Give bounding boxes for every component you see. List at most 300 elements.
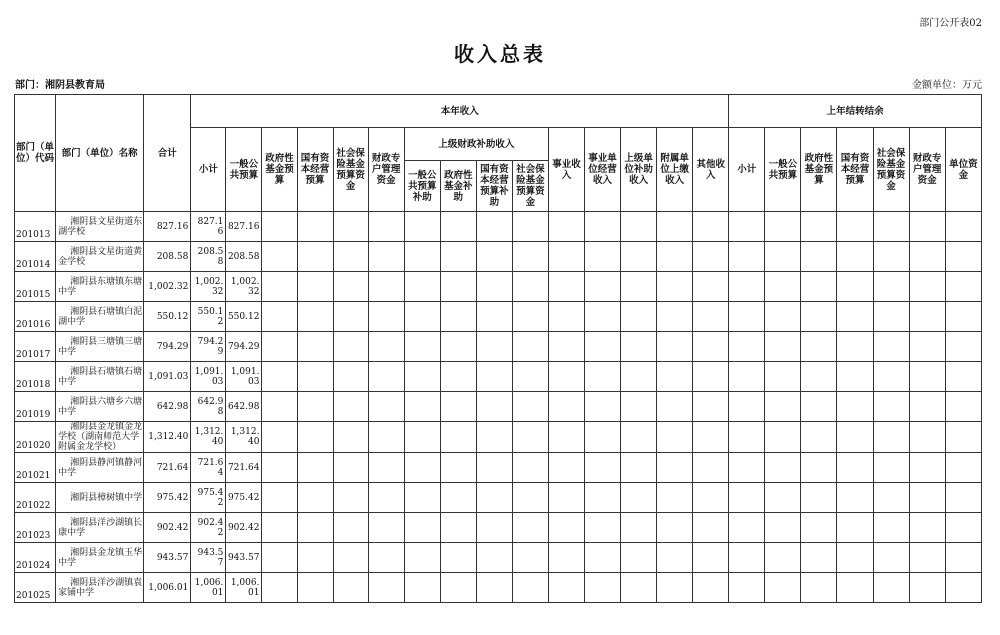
row-code: 201025 <box>15 573 56 603</box>
header-superior-subsidy: 上级财政补助收入 <box>404 128 548 161</box>
table-row <box>15 513 982 543</box>
row-empty-cell <box>262 362 297 392</box>
row-code: 201021 <box>15 453 56 483</box>
row-empty-cell <box>765 453 801 483</box>
row-empty-cell <box>801 272 837 302</box>
row-empty-cell <box>693 543 729 573</box>
row-empty-cell <box>729 513 765 543</box>
row-empty-cell <box>512 543 548 573</box>
header-fiscal-special-account: 财政专户管理资金 <box>368 128 404 212</box>
row-empty-cell <box>837 422 873 453</box>
row-empty-cell <box>837 483 873 513</box>
row-empty-cell <box>909 453 945 483</box>
row-empty-cell <box>621 513 657 543</box>
row-empty-cell <box>621 573 657 603</box>
row-general-budget: 208.58 <box>226 242 262 272</box>
row-empty-cell <box>262 543 297 573</box>
row-empty-cell <box>368 543 404 573</box>
row-empty-cell <box>945 543 981 573</box>
row-empty-cell <box>262 392 297 422</box>
row-empty-cell <box>837 332 873 362</box>
row-empty-cell <box>333 212 368 242</box>
row-empty-cell <box>693 242 729 272</box>
row-empty-cell <box>873 212 909 242</box>
row-empty-cell <box>945 302 981 332</box>
row-name <box>56 513 144 543</box>
row-empty-cell <box>801 573 837 603</box>
row-total: 943.57 <box>144 543 191 573</box>
row-empty-cell <box>837 272 873 302</box>
row-subtotal: 1,006.01 <box>191 573 226 603</box>
row-empty-cell <box>512 573 548 603</box>
header-business-operation: 事业单位经营收入 <box>585 128 621 212</box>
row-empty-cell <box>693 302 729 332</box>
row-empty-cell <box>945 272 981 302</box>
row-empty-cell <box>333 483 368 513</box>
row-total: 208.58 <box>144 242 191 272</box>
row-empty-cell <box>837 212 873 242</box>
row-name-text: 湘阴县文星街道东湖学校 <box>58 216 143 237</box>
row-empty-cell <box>404 272 440 302</box>
row-general-budget: 642.98 <box>226 392 262 422</box>
row-empty-cell <box>512 332 548 362</box>
row-empty-cell <box>657 272 693 302</box>
row-empty-cell <box>404 242 440 272</box>
row-empty-cell <box>837 543 873 573</box>
row-subtotal: 1,002.32 <box>191 272 226 302</box>
table-row <box>15 212 982 242</box>
table-row <box>15 573 982 603</box>
row-empty-cell <box>404 362 440 392</box>
row-name-text: 湘阴县石塘镇石塘中学 <box>58 366 143 387</box>
row-subtotal: 902.42 <box>191 513 226 543</box>
row-name-text: 湘阴县三塘镇三塘中学 <box>58 336 143 357</box>
row-empty-cell <box>801 513 837 543</box>
department-label: 部门：湘阴县教育局 <box>15 80 105 91</box>
row-empty-cell <box>585 272 621 302</box>
row-empty-cell <box>440 242 476 272</box>
row-general-budget: 794.29 <box>226 332 262 362</box>
row-empty-cell <box>440 543 476 573</box>
row-empty-cell <box>404 483 440 513</box>
row-empty-cell <box>621 242 657 272</box>
row-empty-cell <box>404 513 440 543</box>
row-code: 201024 <box>15 543 56 573</box>
row-general-budget: 827.16 <box>226 212 262 242</box>
header-general-budget: 一般公共预算 <box>226 128 262 212</box>
row-empty-cell <box>657 543 693 573</box>
row-empty-cell <box>297 543 333 573</box>
row-name-text: 湘阴县六塘乡六塘中学 <box>58 396 143 417</box>
row-name <box>56 362 144 392</box>
row-empty-cell <box>262 272 297 302</box>
row-empty-cell <box>909 332 945 362</box>
row-empty-cell <box>512 483 548 513</box>
row-empty-cell <box>476 272 512 302</box>
header-code: 部门（单位）代码 <box>15 95 56 212</box>
row-empty-cell <box>801 483 837 513</box>
row-empty-cell <box>404 212 440 242</box>
row-empty-cell <box>404 332 440 362</box>
row-subtotal: 642.98 <box>191 392 226 422</box>
row-empty-cell <box>440 272 476 302</box>
row-empty-cell <box>333 543 368 573</box>
header-carry-general-budget: 一般公共预算 <box>765 128 801 212</box>
row-empty-cell <box>657 483 693 513</box>
row-empty-cell <box>621 212 657 242</box>
row-empty-cell <box>333 332 368 362</box>
row-empty-cell <box>333 302 368 332</box>
row-empty-cell <box>548 302 584 332</box>
row-empty-cell <box>621 302 657 332</box>
row-total: 642.98 <box>144 392 191 422</box>
row-empty-cell <box>333 422 368 453</box>
row-code: 201015 <box>15 272 56 302</box>
row-empty-cell <box>837 302 873 332</box>
income-summary-table <box>14 94 982 603</box>
row-empty-cell <box>801 453 837 483</box>
row-empty-cell <box>512 272 548 302</box>
row-empty-cell <box>693 453 729 483</box>
row-empty-cell <box>476 573 512 603</box>
row-empty-cell <box>729 543 765 573</box>
row-subtotal: 721.64 <box>191 453 226 483</box>
row-empty-cell <box>585 242 621 272</box>
row-empty-cell <box>297 513 333 543</box>
row-empty-cell <box>368 302 404 332</box>
row-empty-cell <box>765 543 801 573</box>
row-empty-cell <box>512 362 548 392</box>
header-state-capital-budget: 国有资本经营预算 <box>297 128 333 212</box>
row-empty-cell <box>729 212 765 242</box>
row-empty-cell <box>873 513 909 543</box>
row-empty-cell <box>262 483 297 513</box>
row-name <box>56 212 144 242</box>
header-name: 部门（单位）名称 <box>56 95 144 212</box>
row-name <box>56 272 144 302</box>
row-empty-cell <box>873 272 909 302</box>
table-row <box>15 272 982 302</box>
row-empty-cell <box>548 392 584 422</box>
row-empty-cell <box>548 513 584 543</box>
header-carry-fiscal-special: 财政专户管理资金 <box>909 128 945 212</box>
row-empty-cell <box>368 453 404 483</box>
header-sub-general: 一般公共预算补助 <box>404 161 440 212</box>
row-empty-cell <box>729 302 765 332</box>
row-subtotal: 1,091.03 <box>191 362 226 392</box>
row-empty-cell <box>440 302 476 332</box>
row-empty-cell <box>765 302 801 332</box>
row-empty-cell <box>657 453 693 483</box>
row-total: 1,002.32 <box>144 272 191 302</box>
row-empty-cell <box>729 422 765 453</box>
row-subtotal: 943.57 <box>191 543 226 573</box>
header-sub-state-capital: 国有资本经营预算补助 <box>476 161 512 212</box>
row-empty-cell <box>297 453 333 483</box>
row-empty-cell <box>333 362 368 392</box>
row-empty-cell <box>945 453 981 483</box>
row-empty-cell <box>765 272 801 302</box>
row-empty-cell <box>548 453 584 483</box>
row-empty-cell <box>693 362 729 392</box>
row-empty-cell <box>657 332 693 362</box>
row-empty-cell <box>909 392 945 422</box>
row-empty-cell <box>621 453 657 483</box>
row-total: 902.42 <box>144 513 191 543</box>
row-empty-cell <box>297 302 333 332</box>
row-empty-cell <box>801 302 837 332</box>
row-empty-cell <box>729 483 765 513</box>
row-empty-cell <box>765 483 801 513</box>
row-empty-cell <box>801 543 837 573</box>
row-empty-cell <box>333 242 368 272</box>
row-empty-cell <box>585 513 621 543</box>
row-empty-cell <box>368 212 404 242</box>
row-empty-cell <box>801 242 837 272</box>
row-empty-cell <box>657 242 693 272</box>
row-empty-cell <box>548 573 584 603</box>
row-empty-cell <box>368 513 404 543</box>
row-name <box>56 543 144 573</box>
row-empty-cell <box>585 392 621 422</box>
row-empty-cell <box>945 212 981 242</box>
row-name-text: 湘阴县金龙镇金龙学校（湖南师范大学附属金龙学校） <box>58 422 143 452</box>
row-empty-cell <box>945 242 981 272</box>
row-subtotal: 550.12 <box>191 302 226 332</box>
row-empty-cell <box>297 362 333 392</box>
row-empty-cell <box>404 453 440 483</box>
row-empty-cell <box>512 242 548 272</box>
row-empty-cell <box>945 513 981 543</box>
row-name-text: 湘阴县东塘镇东塘中学 <box>58 276 143 297</box>
row-empty-cell <box>729 573 765 603</box>
row-empty-cell <box>512 422 548 453</box>
row-empty-cell <box>801 362 837 392</box>
row-empty-cell <box>262 242 297 272</box>
row-empty-cell <box>512 302 548 332</box>
row-empty-cell <box>765 332 801 362</box>
row-empty-cell <box>837 573 873 603</box>
row-general-budget: 1,312.40 <box>226 422 262 453</box>
row-empty-cell <box>368 242 404 272</box>
row-empty-cell <box>476 242 512 272</box>
header-business-income: 事业收入 <box>548 128 584 212</box>
row-empty-cell <box>765 422 801 453</box>
row-empty-cell <box>585 332 621 362</box>
row-empty-cell <box>765 513 801 543</box>
row-empty-cell <box>729 453 765 483</box>
row-empty-cell <box>657 302 693 332</box>
row-empty-cell <box>729 242 765 272</box>
row-empty-cell <box>512 513 548 543</box>
row-empty-cell <box>945 422 981 453</box>
row-empty-cell <box>440 422 476 453</box>
row-empty-cell <box>585 573 621 603</box>
row-empty-cell <box>476 332 512 362</box>
row-empty-cell <box>585 302 621 332</box>
row-empty-cell <box>945 483 981 513</box>
row-code: 201018 <box>15 362 56 392</box>
row-empty-cell <box>693 422 729 453</box>
header-carry-subtotal: 小计 <box>729 128 765 212</box>
row-empty-cell <box>873 392 909 422</box>
row-empty-cell <box>693 483 729 513</box>
row-empty-cell <box>765 212 801 242</box>
row-name <box>56 302 144 332</box>
row-empty-cell <box>657 513 693 543</box>
row-empty-cell <box>801 212 837 242</box>
row-general-budget: 721.64 <box>226 453 262 483</box>
row-empty-cell <box>297 573 333 603</box>
row-empty-cell <box>945 573 981 603</box>
row-name <box>56 242 144 272</box>
row-empty-cell <box>909 483 945 513</box>
row-empty-cell <box>765 392 801 422</box>
row-empty-cell <box>801 392 837 422</box>
row-empty-cell <box>837 453 873 483</box>
row-empty-cell <box>873 543 909 573</box>
row-empty-cell <box>404 302 440 332</box>
row-empty-cell <box>837 362 873 392</box>
row-empty-cell <box>548 483 584 513</box>
row-code: 201022 <box>15 483 56 513</box>
row-empty-cell <box>262 302 297 332</box>
row-empty-cell <box>657 573 693 603</box>
row-empty-cell <box>909 422 945 453</box>
row-empty-cell <box>512 453 548 483</box>
row-empty-cell <box>873 302 909 332</box>
row-empty-cell <box>368 362 404 392</box>
row-empty-cell <box>476 543 512 573</box>
row-empty-cell <box>693 392 729 422</box>
row-empty-cell <box>297 332 333 362</box>
row-empty-cell <box>548 212 584 242</box>
row-empty-cell <box>548 422 584 453</box>
header-other-income: 其他收入 <box>693 128 729 212</box>
row-empty-cell <box>693 332 729 362</box>
row-empty-cell <box>404 422 440 453</box>
row-empty-cell <box>873 422 909 453</box>
row-empty-cell <box>621 392 657 422</box>
row-empty-cell <box>585 362 621 392</box>
row-empty-cell <box>621 543 657 573</box>
row-empty-cell <box>404 543 440 573</box>
row-empty-cell <box>297 212 333 242</box>
row-code: 201020 <box>15 422 56 453</box>
row-empty-cell <box>909 513 945 543</box>
row-empty-cell <box>693 573 729 603</box>
header-sub-social-insurance: 社会保险基金预算资金 <box>512 161 548 212</box>
row-general-budget: 1,091.03 <box>226 362 262 392</box>
row-empty-cell <box>476 362 512 392</box>
row-total: 550.12 <box>144 302 191 332</box>
table-row <box>15 483 982 513</box>
row-empty-cell <box>297 272 333 302</box>
row-empty-cell <box>945 362 981 392</box>
row-name-text: 湘阴县樟树镇中学 <box>70 492 143 503</box>
table-row <box>15 302 982 332</box>
row-code: 201023 <box>15 513 56 543</box>
row-general-budget: 550.12 <box>226 302 262 332</box>
row-empty-cell <box>476 422 512 453</box>
row-empty-cell <box>621 362 657 392</box>
header-carry-state-capital: 国有资本经营预算 <box>837 128 873 212</box>
row-empty-cell <box>440 392 476 422</box>
row-empty-cell <box>512 392 548 422</box>
row-empty-cell <box>333 392 368 422</box>
row-empty-cell <box>729 392 765 422</box>
row-general-budget: 1,002.32 <box>226 272 262 302</box>
row-empty-cell <box>657 212 693 242</box>
table-row <box>15 332 982 362</box>
table-row <box>15 543 982 573</box>
row-empty-cell <box>945 332 981 362</box>
row-name <box>56 573 144 603</box>
header-social-insurance-budget: 社会保险基金预算资金 <box>333 128 368 212</box>
row-empty-cell <box>801 422 837 453</box>
header-sub-gov-fund: 政府性基金补助 <box>440 161 476 212</box>
row-code: 201019 <box>15 392 56 422</box>
row-empty-cell <box>909 242 945 272</box>
row-empty-cell <box>512 212 548 242</box>
row-empty-cell <box>765 242 801 272</box>
header-affiliated-unit: 附属单位上缴收入 <box>657 128 693 212</box>
row-code: 201014 <box>15 242 56 272</box>
row-empty-cell <box>262 332 297 362</box>
row-empty-cell <box>262 422 297 453</box>
row-empty-cell <box>621 422 657 453</box>
row-empty-cell <box>801 332 837 362</box>
row-empty-cell <box>262 513 297 543</box>
row-empty-cell <box>585 422 621 453</box>
row-empty-cell <box>333 453 368 483</box>
row-empty-cell <box>548 362 584 392</box>
table-row <box>15 362 982 392</box>
row-empty-cell <box>404 392 440 422</box>
row-empty-cell <box>476 392 512 422</box>
row-empty-cell <box>909 573 945 603</box>
row-empty-cell <box>765 573 801 603</box>
row-empty-cell <box>476 513 512 543</box>
row-name <box>56 332 144 362</box>
table-row <box>15 242 982 272</box>
header-gov-fund-budget: 政府性基金预算 <box>262 128 297 212</box>
row-empty-cell <box>476 302 512 332</box>
row-empty-cell <box>729 272 765 302</box>
row-subtotal: 794.29 <box>191 332 226 362</box>
row-empty-cell <box>873 573 909 603</box>
row-general-budget: 975.42 <box>226 483 262 513</box>
row-empty-cell <box>909 362 945 392</box>
table-row <box>15 453 982 483</box>
row-empty-cell <box>873 332 909 362</box>
row-empty-cell <box>368 392 404 422</box>
row-total: 1,091.03 <box>144 362 191 392</box>
row-empty-cell <box>909 272 945 302</box>
row-subtotal: 1,312.40 <box>191 422 226 453</box>
row-total: 794.29 <box>144 332 191 362</box>
header-carry-social-insurance: 社会保险基金预算资金 <box>873 128 909 212</box>
row-empty-cell <box>548 332 584 362</box>
row-empty-cell <box>333 513 368 543</box>
row-subtotal: 975.42 <box>191 483 226 513</box>
row-name-text: 湘阴县文星街道黄金学校 <box>58 246 143 267</box>
row-empty-cell <box>297 422 333 453</box>
row-empty-cell <box>476 212 512 242</box>
row-empty-cell <box>909 212 945 242</box>
row-empty-cell <box>837 242 873 272</box>
header-total: 合计 <box>144 95 191 212</box>
